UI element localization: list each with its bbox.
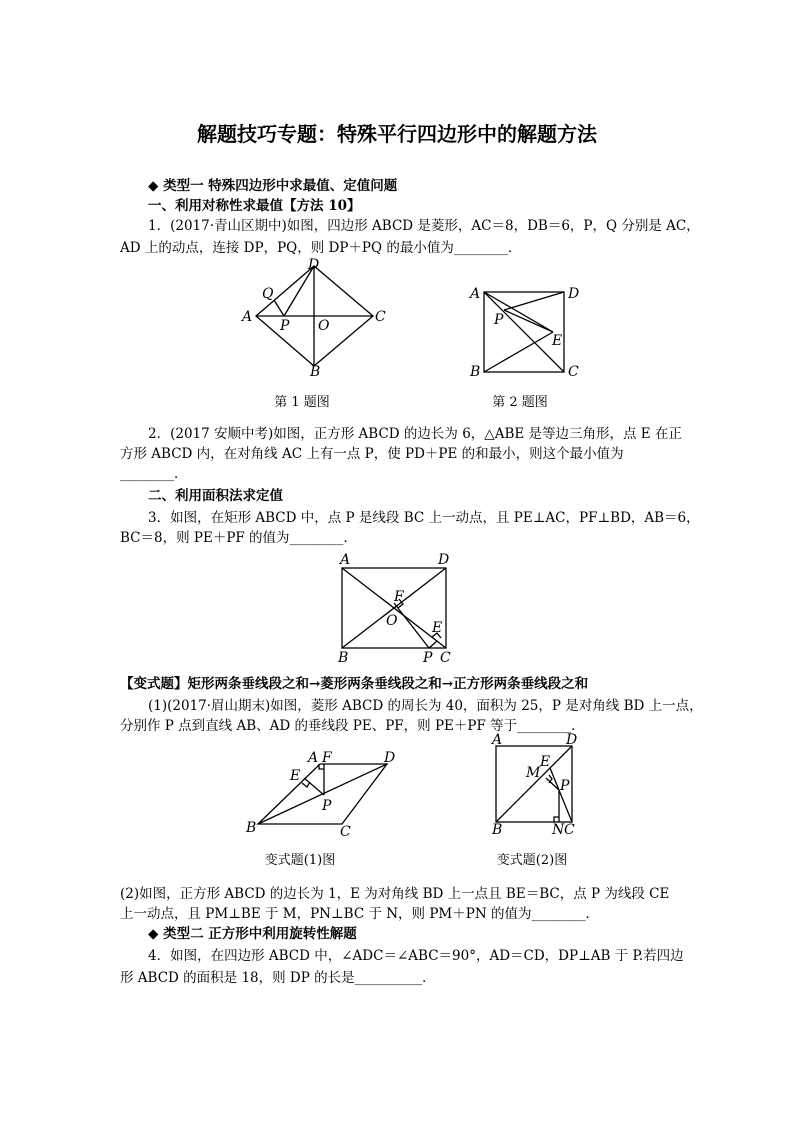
label-f: F	[394, 589, 404, 605]
problem-3-line-2: BC＝8，则 PE＋PF 的值为________．	[120, 530, 358, 546]
subsection-symmetry-heading: 一、利用对称性求最值【方法 10】	[148, 198, 361, 214]
label-p: P	[280, 318, 290, 334]
figure-2-caption: 第 2 题图	[492, 395, 548, 410]
label-f: F	[322, 750, 332, 766]
problem-2-line-2: 方形 ABCD 内，在对角线 AC 上有一点 P，使 PD＋PE 的和最小，则这个最小值为	[120, 446, 624, 462]
label-n: N	[552, 822, 565, 838]
figure-variant-1-caption: 变式题(1)图	[264, 853, 336, 868]
label-d: D	[438, 552, 450, 568]
problem-2-line-1: 2．(2017 安顺中考)如图，正方形 ABCD 的边长为 6，△ABE 是等边三角形，点 E 在正	[148, 426, 682, 442]
label-b: B	[470, 364, 481, 380]
right-angle-e	[302, 782, 310, 787]
segment-pf	[394, 603, 429, 648]
figure-2-square	[468, 282, 588, 382]
figure-variant-2-caption: 变式题(2)图	[496, 853, 568, 868]
label-c: C	[564, 822, 575, 838]
problem-4-line-1: 4．如图，在四边形 ABCD 中，∠ADC＝∠ABC＝90°，AD＝CD，DP⊥AB 于 P.若四边	[148, 948, 684, 964]
label-p: P	[423, 650, 433, 666]
segment-pe	[504, 310, 553, 332]
figure-1-rhombus	[238, 258, 388, 378]
label-p: P	[322, 798, 332, 814]
variant-heading: 【变式题】矩形两条垂线段之和→菱形两条垂线段之和→正方形两条垂线段之和	[120, 676, 589, 692]
label-e: E	[432, 620, 443, 636]
figure-1-caption: 第 1 题图	[274, 395, 330, 410]
right-angle-m	[549, 775, 552, 783]
page-title: 解题技巧专题：特殊平行四边形中的解题方法	[197, 122, 597, 146]
label-c: C	[440, 650, 451, 666]
subsection-area-heading: 二、利用面积法求定值	[148, 488, 283, 504]
label-c: C	[568, 364, 579, 380]
variant-1-line-1: (1)(2017·眉山期末)如图，菱形 ABCD 的周长为 40，面积为 25，P 是对角线 BD 上一点，	[148, 698, 703, 714]
section-type2-heading: ◆ 类型二 正方形中利用旋转性解题	[148, 926, 357, 942]
variant-1-line-2: 分别作 P 点到直线 AB、AD 的垂线段 PE、PF，则 PE＋PF 等于________．	[120, 718, 585, 734]
label-a: A	[492, 732, 503, 748]
variant-2-line-2: 上一动点，且 PM⊥BE 于 M，PN⊥BC 于 N，则 PM＋PN 的值为________．	[120, 906, 599, 922]
problem-4-line-2: 形 ABCD 的面积是 18，则 DP 的长是__________．	[120, 970, 436, 986]
section-type1-heading: ◆ 类型一 特殊四边形中求最值、定值问题	[148, 178, 398, 194]
label-e: E	[540, 754, 551, 770]
label-a: A	[340, 552, 351, 568]
label-c: C	[375, 309, 386, 325]
problem-2-line-3: ________．	[120, 466, 188, 482]
label-d: D	[566, 732, 578, 748]
label-o: O	[386, 613, 398, 629]
label-c: C	[340, 824, 351, 840]
label-b: B	[310, 364, 321, 380]
label-e: E	[552, 333, 563, 349]
label-b: B	[492, 822, 503, 838]
label-a: A	[308, 750, 319, 766]
figure-variant-1-rhombus	[242, 750, 402, 838]
label-p: P	[494, 312, 504, 328]
label-d: D	[568, 286, 580, 302]
figure-variant-2-square	[486, 732, 586, 836]
problem-3-line-1: 3．如图，在矩形 ABCD 中，点 P 是线段 BC 上一动点，且 PE⊥AC，PF⊥BD，AB＝6，	[148, 510, 700, 526]
segment-ce	[550, 768, 572, 822]
label-b: B	[338, 650, 349, 666]
label-d: D	[308, 257, 320, 273]
label-a: A	[242, 309, 253, 325]
label-e: E	[290, 768, 301, 784]
segment-dp	[284, 266, 314, 316]
segment-pq	[274, 300, 284, 316]
segment-pe	[429, 641, 437, 648]
label-o: O	[318, 318, 330, 334]
problem-1-line-2: AD 上的动点，连接 DP，PQ，则 DP＋PQ 的最小值为________．	[120, 240, 522, 256]
label-b: B	[246, 820, 257, 836]
label-m: M	[526, 765, 541, 781]
label-a: A	[470, 286, 481, 302]
segment-pd	[504, 292, 564, 310]
label-p: P	[560, 778, 570, 794]
label-d: D	[384, 750, 396, 766]
problem-1-line-1: 1．(2017·青山区期中)如图，四边形 ABCD 是菱形，AC＝8，DB＝6，P，Q 分别是 AC，	[148, 218, 700, 234]
variant-2-line-1: (2)如图，正方形 ABCD 的边长为 1，E 为对角线 BD 上一点且 BE＝BC，点 P 为线段 CE	[120, 886, 670, 902]
label-q: Q	[262, 286, 274, 302]
segment-be	[484, 332, 553, 372]
figure-3-rectangle	[330, 548, 465, 668]
